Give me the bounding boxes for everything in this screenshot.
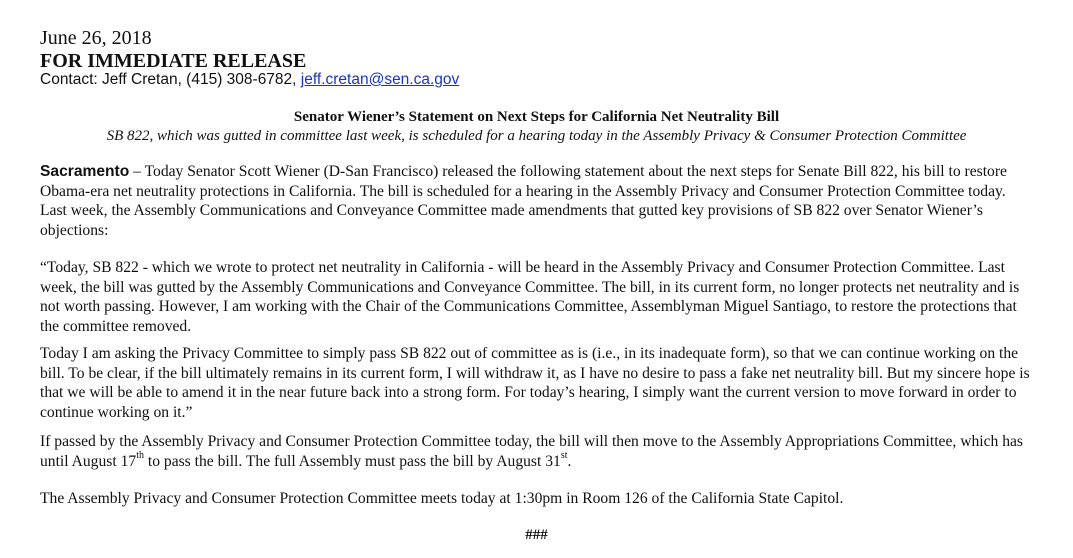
release-date: June 26, 2018 xyxy=(40,27,152,49)
end-mark: ### xyxy=(525,527,548,543)
paragraph-quote-1: “Today, SB 822 - which we wrote to protect net neutrality in California - will be heard in the Assembly Privacy and Consumer Protection Committee. Last week, the bill was gutted by the Assembly Communications and Conveyance Committee. The bill, in its current form, no longer protects net neutrality and is not worth passing. However, I am working with the Chair of the Communications Committee, Assemblyman Miguel Santiago, to restore the protections that the committee removed. xyxy=(40,259,1020,335)
next-steps-text-b: to pass the bill. The full Assembly must pass the bill by August 31 xyxy=(143,452,561,470)
statement-subtitle: SB 822, which was gutted in committee last week, is scheduled for a hearing today in the Assembly Privacy & Consumer Protection Committee xyxy=(106,128,967,144)
paragraph-intro xyxy=(40,162,1030,240)
intro-text: – Today Senator Scott Wiener (D-San Francisco) released the following statement about the next steps for Senate Bill 822, his bill to restore Obama-era net neutrality protections in California. The bill is scheduled for a hearing in the Assembly Privacy and Consumer Protection Committee today. Last week, the Assembly Communications and Conveyance Committee made amendments that gutted key provisions of SB 822 over Senator Wiener’s objections: xyxy=(40,163,1007,239)
superscript-st: st xyxy=(560,450,568,462)
contact-text: Contact: Jeff Cretan, (415) 308-6782, xyxy=(40,71,301,88)
paragraph-meeting-info: The Assembly Privacy and Consumer Protection Committee meets today at 1:30pm in Room 126 of the California State Capitol. xyxy=(40,490,844,507)
next-steps-text-c: . xyxy=(567,452,572,470)
dateline-city: Sacramento xyxy=(40,163,130,180)
release-heading: FOR IMMEDIATE RELEASE xyxy=(40,50,307,72)
contact-email-link[interactable]: jeff.cretan@sen.ca.gov xyxy=(300,71,460,88)
statement-title: Senator Wiener’s Statement on Next Steps for California Net Neutrality Bill xyxy=(293,109,780,125)
paragraph-quote-2: Today I am asking the Privacy Committee to simply pass SB 822 out of committee as is (i.e., in its inadequate form), so that we can continue working on the bill. To be clear, if the bill ultimately remains in its current form, I will withdraw it, as I have no desire to pass a fake net neutrality bill. But my sincere hope is that we will be able to amend it in the near future back into a strong form. For today’s hearing, I simply want the current version to move forward in order to continue working on it.” xyxy=(40,345,1030,421)
contact-line xyxy=(40,70,459,90)
superscript-th: th xyxy=(136,450,144,462)
paragraph-next-steps xyxy=(40,432,1030,471)
next-steps-text-a: If passed by the Assembly Privacy and Consumer Protection Committee today, the bill will then move to the Assembly Appropriations Committee, which has until August 17 xyxy=(40,433,1023,470)
